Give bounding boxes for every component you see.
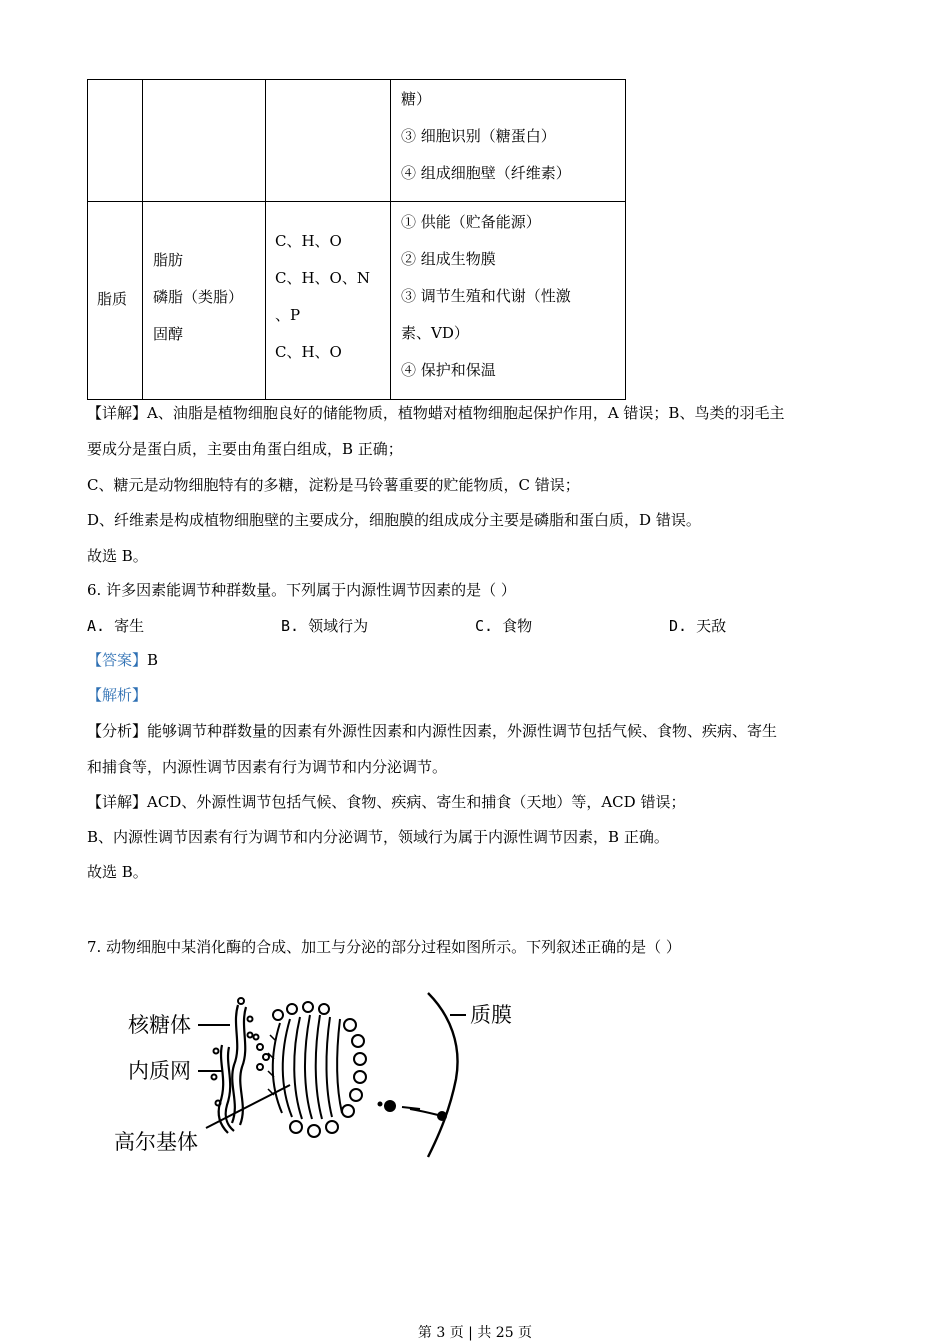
q5-line-d: D、纤维素是构成植物细胞壁的主要成分，细胞膜的组成成分主要是磷脂和蛋白质，D 错误。 [87,511,701,529]
page-footer: 第 3 页 | 共 25 页 [417,1325,533,1341]
table-text: ④ 保护和保温 [401,361,496,379]
er-structure [212,998,253,1133]
table-text: ① 供能（贮备能源） [401,213,541,231]
table-cell [143,80,266,202]
table-text: ③ 细胞识别（糖蛋白） [401,127,556,145]
table-cell [391,80,626,202]
table-text: C、H、O [275,232,342,250]
q7-stem: 7. 动物细胞中某消化酶的合成、加工与分泌的部分过程如图所示。下列叙述正确的是（ ） [87,938,681,956]
secretion-diagram [110,985,530,1160]
q5-conclusion: 故选 B。 [87,547,148,565]
table-cell [266,80,391,202]
table-text: C、H、O、N [275,269,370,287]
table-text: 糖） [401,90,432,108]
table-text: 固醇 [153,325,184,343]
table-text: 素、VD） [401,324,469,342]
table-text: 脂质 [97,290,128,308]
q6-option-d: D. 天敌 [669,617,727,635]
q6-fenxi-line2: 和捕食等，内源性调节因素有行为调节和内分泌调节。 [87,758,448,776]
table-text: ④ 组成细胞壁（纤维素） [401,164,571,182]
q6-option-c: C. 食物 [475,617,533,635]
transport-vesicles [254,1035,270,1071]
q5-detail-line2: 要成分是蛋白质，主要由角蛋白组成，B 正确； [87,440,403,458]
q6-conclusion: 故选 B。 [87,863,148,881]
table-text: 磷脂（类脂） [153,288,244,306]
label-ribosome: 核糖体 [128,1013,191,1037]
q5-detail-line1: 【详解】A、油脂是植物细胞良好的储能物质，植物蜡对植物细胞起保护作用，A 错误；B、鸟类的羽毛主 [87,404,785,422]
table-text: C、H、O [275,343,342,361]
table-cell [266,202,391,400]
q6-analysis-tag: 【解析】 [87,686,148,704]
table-text: 脂肪 [153,251,184,269]
label-er: 内质网 [128,1059,191,1083]
golgi-structure [268,1002,366,1137]
cell-secretion-figure [110,985,530,1160]
q6-option-b: B. 领域行为 [281,617,369,635]
table-text: ② 组成生物膜 [401,250,496,268]
label-membrane: 质膜 [470,1003,512,1027]
q5-line-c: C、糖元是动物细胞特有的多糖，淀粉是马铃薯重要的贮能物质，C 错误； [87,476,580,494]
table-cell [143,202,266,400]
table-cell [391,202,626,400]
secretory-vesicles [378,1100,448,1121]
q6-stem: 6. 许多因素能调节种群数量。下列属于内源性调节因素的是（ ） [87,581,516,599]
table-cell [88,202,143,400]
q6-detail-line2: B、内源性调节因素有行为调节和内分泌调节，领域行为属于内源性调节因素，B 正确。 [87,828,669,846]
q6-fenxi-line1: 【分析】能够调节种群数量的因素有外源性因素和内源性因素，外源性调节包括气候、食物、疾病、寄生 [87,722,778,740]
table-text: ③ 调节生殖和代谢（性激 [401,287,571,305]
lipid-table [87,79,626,400]
q6-detail-line1: 【详解】ACD、外源性调节包括气候、食物、疾病、寄生和捕食（天地）等，ACD 错误； [87,793,686,811]
q6-answer [87,650,158,670]
table-cell [88,80,143,202]
answer-tag: 【答案】 [87,651,148,669]
label-golgi: 高尔基体 [114,1130,198,1154]
plasma-membrane [428,993,458,1157]
q6-option-a: A. 寄生 [87,617,145,635]
answer-value: B [147,651,159,669]
table-text: 、P [275,306,301,324]
